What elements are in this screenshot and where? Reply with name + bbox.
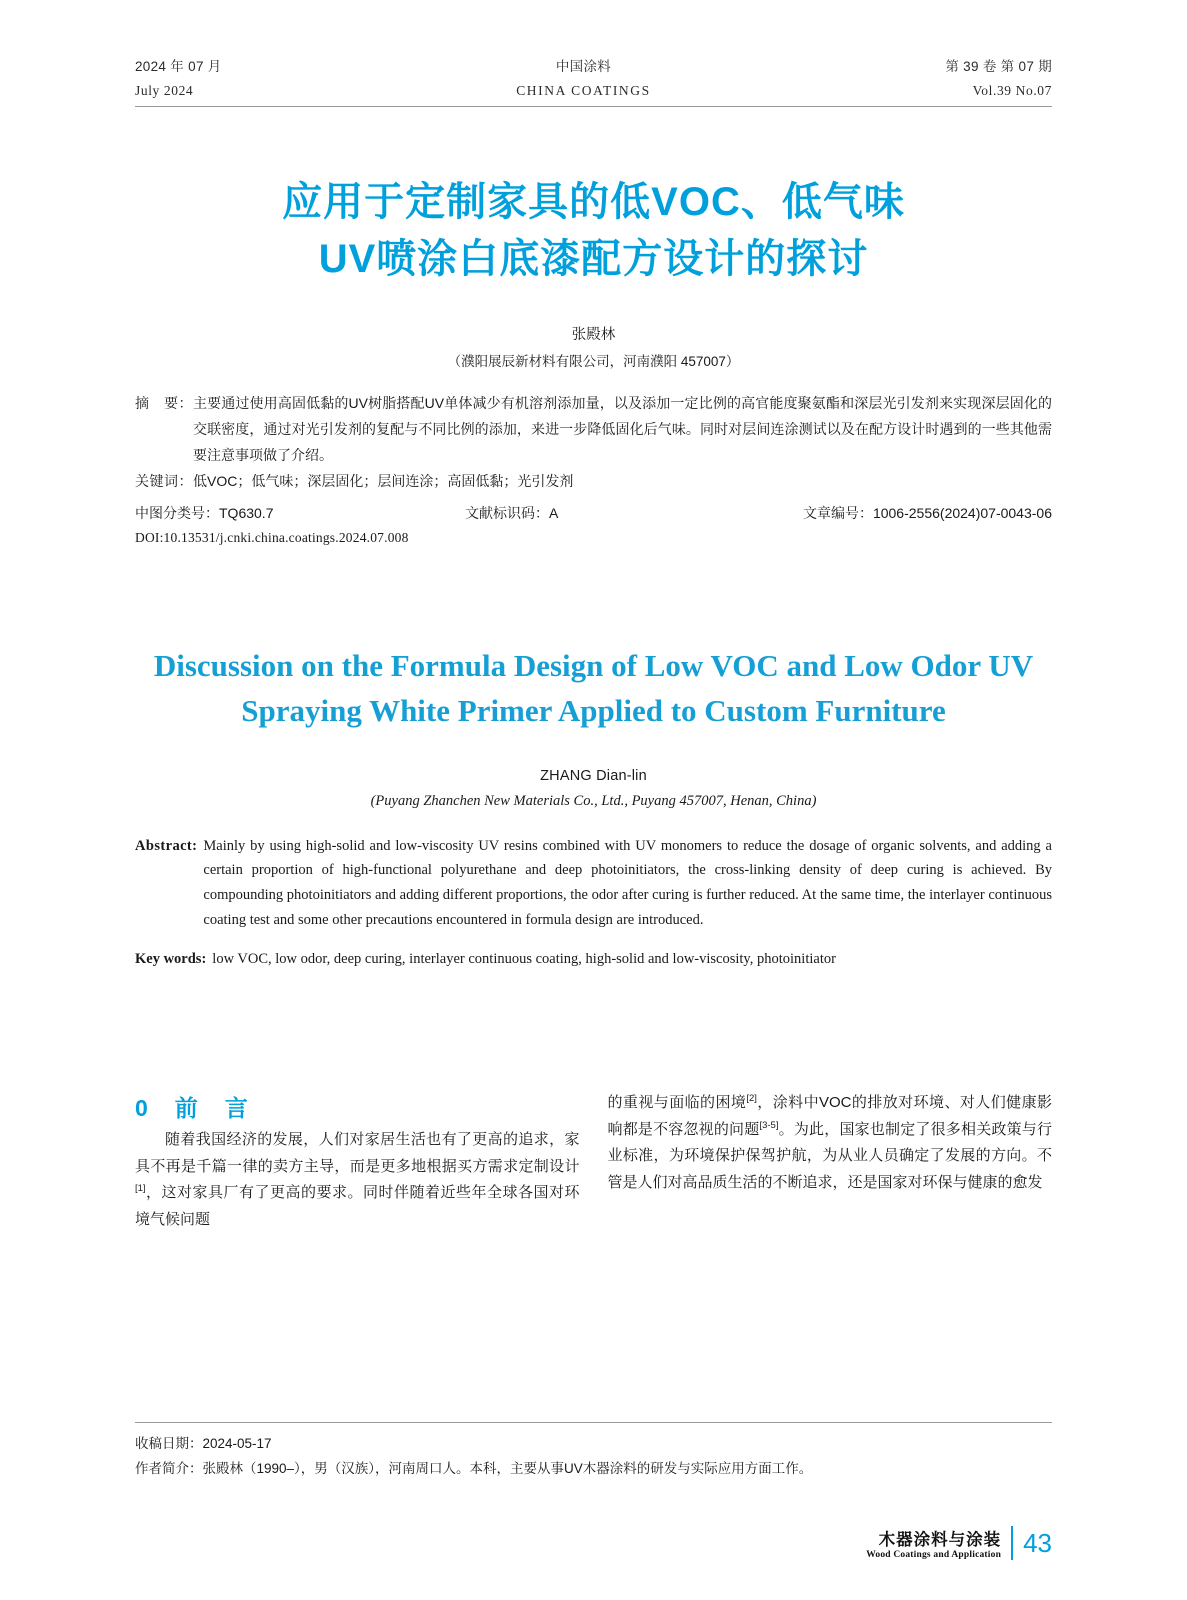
received-date: 收稿日期：2024-05-17 xyxy=(135,1435,272,1451)
abstract-cn-label: 摘 要： xyxy=(135,394,193,411)
abstract-en xyxy=(135,834,1052,934)
running-head xyxy=(135,0,1052,98)
abstract-cn xyxy=(135,391,1052,469)
journal-name-en: CHINA COATINGS xyxy=(516,82,651,98)
section-heading-introduction: 0 前 言 xyxy=(135,1094,250,1121)
footer-column-cn: 木器涂料与涂装 xyxy=(878,1531,1002,1549)
body-left-text-1: 随着我国经济的发展，人们对家居生活也有了更高的追求，家具不再是千篇一律的卖方主导，而是更多地根据买方需求定制设计 xyxy=(135,1130,580,1175)
author-en: ZHANG Dian-lin xyxy=(540,767,647,784)
title-cn-line1: 应用于定制家具的低VOC、低气味 xyxy=(282,180,905,224)
title-en: Discussion on the Formula Design of Low VOC and Low Odor UV Spraying White Primer Applied to Custom Furniture xyxy=(153,647,1034,728)
volume-issue-cn: 第 39 卷 第 07 期 xyxy=(945,59,1052,74)
body-right-text-1: 的重视与面临的困境 xyxy=(607,1093,747,1111)
clc-number: 中图分类号：TQ630.7 xyxy=(135,505,274,522)
doi: DOI:10.13531/j.cnki.china.coatings.2024.07.008 xyxy=(135,529,409,545)
article-id: 文章编号：1006-2556(2024)07-0043-06 xyxy=(802,505,1052,522)
body-right-text-3: 。为此，国家也制定了很多相关政策与行业标准，为环境保护保驾护航，为从业人员确定了发展的方向。不管是人们对高品质生活的不断追求，还是国家对环保与健康的愈发 xyxy=(607,1120,1052,1191)
document-code: 文献标识码：A xyxy=(465,505,559,522)
issue-date-cn: 2024 年 07 月 xyxy=(135,59,222,74)
running-head-center xyxy=(222,55,946,102)
keywords-en xyxy=(135,947,1052,972)
keywords-en-label: Key words: xyxy=(135,951,207,968)
body-column-left xyxy=(135,1127,580,1234)
issue-date-en: July 2024 xyxy=(135,82,194,98)
running-head-left xyxy=(135,55,222,102)
running-head-right xyxy=(945,55,1052,102)
abstract-cn-text: 主要通过使用高固低黏的UV树脂搭配UV单体减少有机溶剂添加量，以及添加一定比例的高官能度聚氨酯和深层光引发剂来实现深层固化的交联密度，通过对光引发剂的复配与不同比例的添加，来进一步降低固化后气味。同时对层间连涂测试以及在配方设计时遇到的一些其他需要注意事项做了介绍。 xyxy=(193,394,1052,463)
body-right-text-2: ，涂料中VOC的排放对环境、对人们健康影响都是不容忽视的问题 xyxy=(607,1093,1052,1138)
body-paragraph-left xyxy=(135,1127,580,1234)
citation-ref-2: [2] xyxy=(746,1092,757,1104)
footnote-block xyxy=(135,1422,1052,1482)
keywords-cn xyxy=(135,469,1052,495)
abstract-en-label: Abstract: xyxy=(135,837,198,854)
author-cn: 张殿林 xyxy=(571,326,616,343)
footer-column-labels xyxy=(866,1526,1013,1560)
body-paragraph-right xyxy=(608,1090,1053,1197)
affiliation-cn: （濮阳展辰新材料有限公司，河南濮阳 457007） xyxy=(447,354,740,370)
title-cn xyxy=(135,174,1052,288)
title-cn-line2: UV喷涂白底漆配方设计的探讨 xyxy=(318,236,869,281)
author-bio: 作者简介：张殿林（1990–），男（汉族），河南周口人。本科，主要从事UV木器涂料的研发与实际应用方面工作。 xyxy=(135,1461,813,1477)
abstract-en-text: Mainly by using high-solid and low-viscosity UV resins combined with UV monomers to reduce the dosage of organic solvents, and adding a certain proportion of high-functional polyurethane and deep photoinitiators, the cross-linking density of deep curing is achieved. By compounding photoinitiators and adding different proportions, the odor after curing is further reduced. At the same time, the interlayer continuous coating test and some other precautions encountered in formula design are introduced. xyxy=(203,837,1052,929)
citation-ref-3: [3-5] xyxy=(759,1119,779,1131)
page-footer xyxy=(866,1526,1052,1560)
keywords-en-text: low VOC, low odor, deep curing, interlayer continuous coating, high-solid and low-viscosity, photoinitiator xyxy=(212,951,836,968)
header-divider xyxy=(135,106,1052,107)
volume-issue-en: Vol.39 No.07 xyxy=(972,82,1052,98)
citation-ref-1: [1] xyxy=(135,1183,146,1195)
body-left-text-2: ，这对家具厂有了更高的要求。同时伴随着近些年全球各国对环境气候问题 xyxy=(135,1184,580,1228)
page-number: 43 xyxy=(1023,1527,1052,1558)
affiliation-en: (Puyang Zhanchen New Materials Co., Ltd., Puyang 457007, Henan, China) xyxy=(370,792,817,809)
article-metadata xyxy=(135,500,1052,527)
body-column-right xyxy=(608,1090,1053,1234)
footer-column-en: Wood Coatings and Application xyxy=(866,1550,1002,1560)
keywords-cn-label: 关键词： xyxy=(135,473,193,490)
journal-name-cn: 中国涂料 xyxy=(555,59,612,74)
keywords-cn-text: 低VOC；低气味；深层固化；层间连涂；高固低黏；光引发剂 xyxy=(193,473,574,490)
footnote-divider xyxy=(135,1422,1052,1423)
